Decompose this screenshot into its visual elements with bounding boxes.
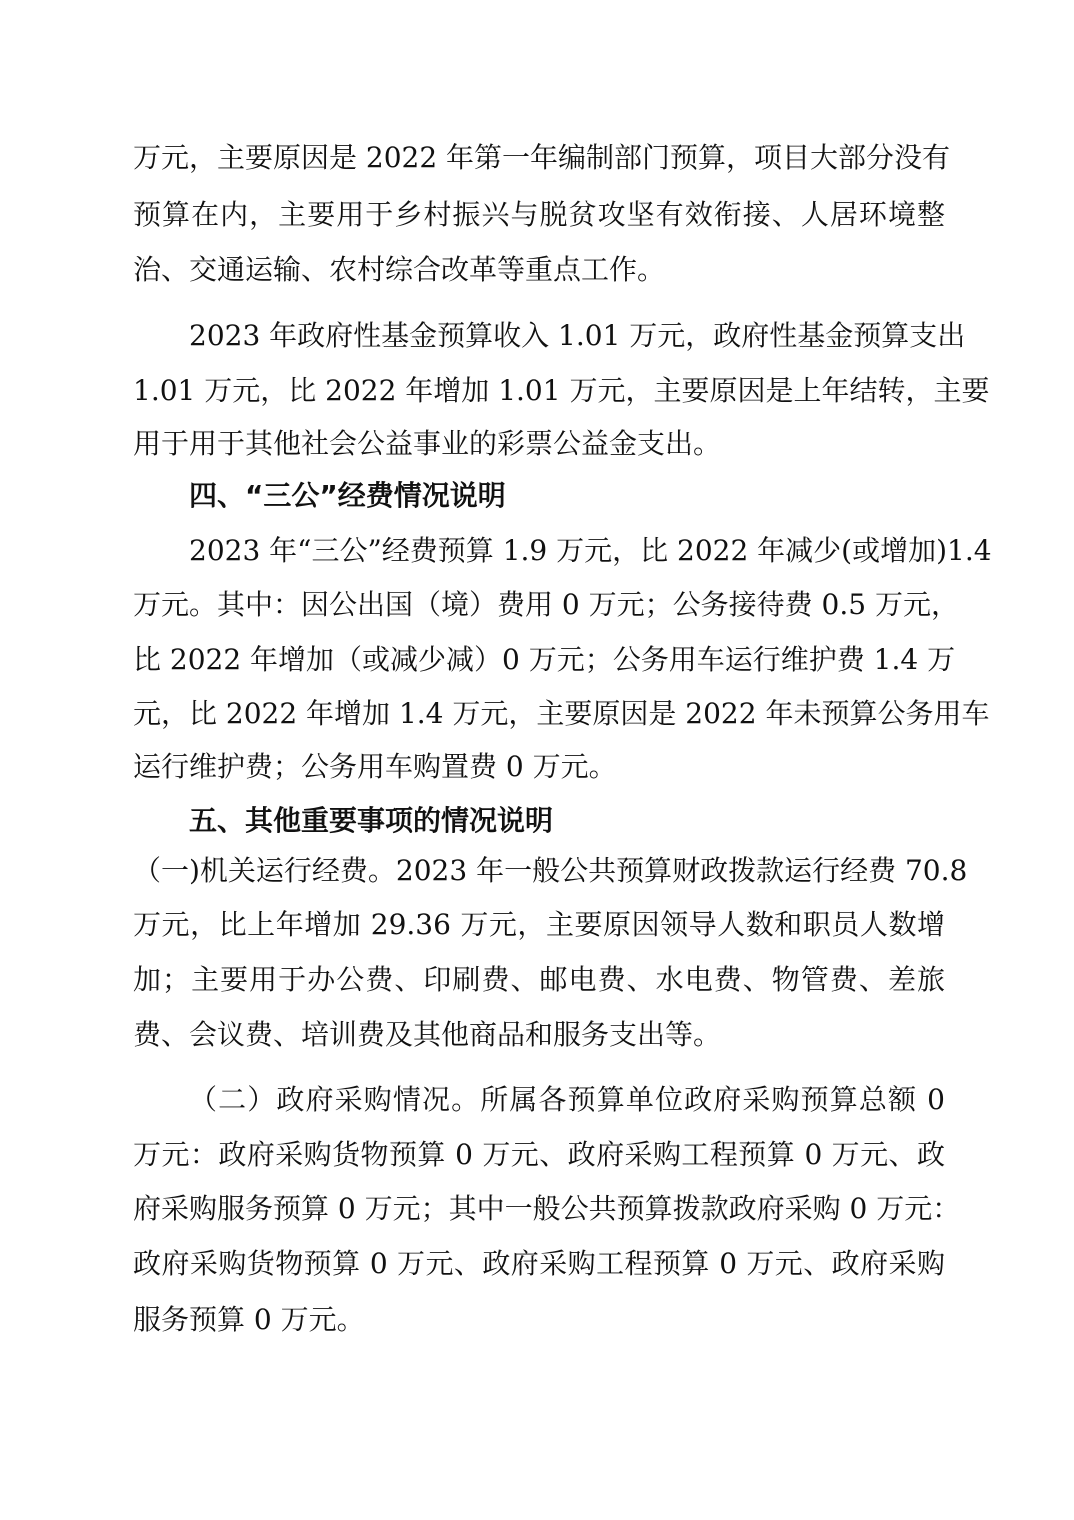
paragraph-line: 服务预算 0 万元。 (133, 1303, 365, 1336)
paragraph-line: 万元。其中：因公出国（境）费用 0 万元；公务接待费 0.5 万元， (133, 588, 959, 621)
paragraph-line: 万元，比上年增加 29.36 万元，主要原因领导人数和职员人数增 (133, 908, 945, 941)
paragraph-line: 元，比 2022 年增加 1.4 万元，主要原因是 2022 年未预算公务用车 (133, 697, 990, 730)
paragraph-line: 预算在内，主要用于乡村振兴与脱贫攻坚有效衔接、人居环境整 (133, 198, 945, 231)
paragraph-line: 运行维护费；公务用车购置费 0 万元。 (133, 750, 617, 783)
paragraph-line: 府采购服务预算 0 万元；其中一般公共预算拨款政府采购 0 万元： (133, 1192, 961, 1225)
paragraph-line: 政府采购货物预算 0 万元、政府采购工程预算 0 万元、政府采购 (133, 1247, 945, 1280)
paragraph-line: 2023 年“三公”经费预算 1.9 万元，比 2022 年减少(或增加)1.4 (189, 534, 992, 567)
paragraph-line: 加；主要用于办公费、印刷费、邮电费、水电费、物管费、差旅 (133, 963, 945, 996)
section-heading: 五、其他重要事项的情况说明 (189, 804, 554, 837)
paragraph-line: 用于用于其他社会公益事业的彩票公益金支出。 (133, 427, 722, 460)
paragraph-line: 1.01 万元，比 2022 年增加 1.01 万元，主要原因是上年结转，主要 (133, 374, 990, 407)
paragraph-line: 2023 年政府性基金预算收入 1.01 万元，政府性基金预算支出 (189, 319, 966, 352)
paragraph-line: 治、交通运输、农村综合改革等重点工作。 (133, 253, 666, 286)
section-heading: 四、“三公”经费情况说明 (189, 479, 506, 512)
paragraph-line: （一)机关运行经费。2023 年一般公共预算财政拨款运行经费 70.8 (133, 854, 968, 887)
paragraph-line: 比 2022 年增加（或减少减）0 万元；公务用车运行维护费 1.4 万 (133, 643, 956, 676)
paragraph-line: 万元，主要原因是 2022 年第一年编制部门预算，项目大部分没有 (133, 141, 951, 174)
paragraph-line: 费、会议费、培训费及其他商品和服务支出等。 (133, 1018, 722, 1051)
paragraph-line: （二）政府采购情况。所属各预算单位政府采购预算总额 0 (189, 1083, 945, 1116)
paragraph-line: 万元：政府采购货物预算 0 万元、政府采购工程预算 0 万元、政 (133, 1138, 945, 1171)
